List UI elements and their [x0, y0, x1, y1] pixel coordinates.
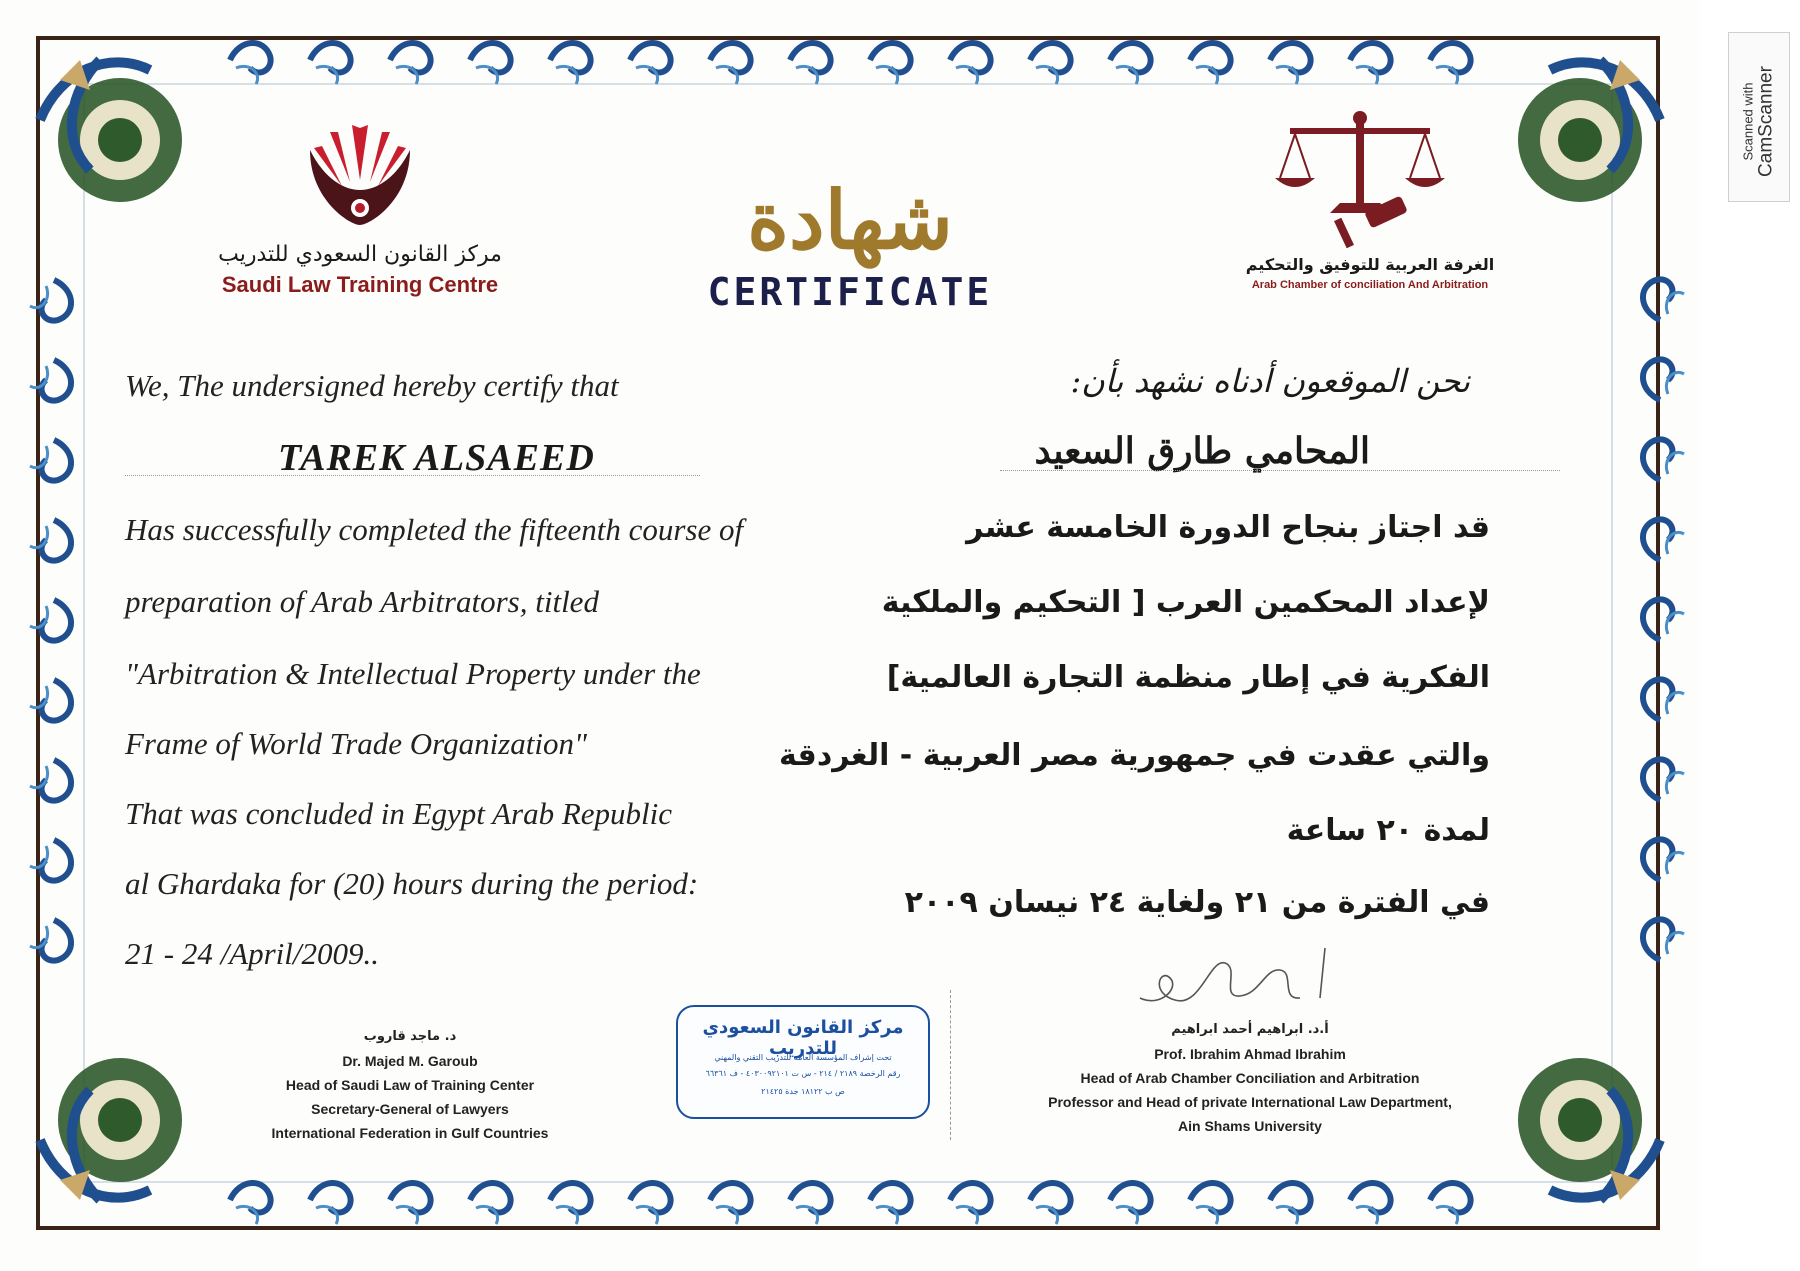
en-body-line-4: "Arbitration & Intellectual Property under the [125, 656, 701, 691]
en-body-line-6: That was concluded in Egypt Arab Republic [125, 796, 673, 831]
official-stamp [676, 1005, 930, 1119]
calligraphy-title-ar [740, 158, 960, 278]
saudi-law-logo [300, 120, 420, 230]
signatory-right-name-ar: أ.د. ابراهيم أحمد ابراهيم [1171, 1022, 1329, 1037]
en-body-line-5: Frame of World Trade Organization" [125, 726, 587, 761]
stamp-line-2: رقم الرخصة ٢١٨٩ / ٢١٤ - س ت ٤٠٣٠٠٩٢١٠١ - ف ٦٦٣٦١ [705, 1069, 901, 1078]
scales-of-justice-logo [1270, 108, 1450, 248]
signatory-right [1010, 1018, 1490, 1138]
signature-divider [950, 990, 951, 1140]
en-period-line: 21 - 24 /April/2009.. [125, 936, 380, 971]
recipient-name-ar: المحامي طارق السعيد [1034, 430, 1370, 472]
signatory-left-role-3: International Federation in Gulf Countries [271, 1125, 549, 1141]
signatory-left-role-2: Secretary-General of Lawyers [311, 1101, 509, 1117]
certificate-title: CERTIFICATE [707, 270, 993, 314]
ar-body-line-3: لإعداد المحكمين العرب [ التحكيم والملكية [881, 585, 1490, 620]
ar-period-line: في الفترة من ٢١ ولغاية ٢٤ نيسان ٢٠٠٩ [904, 885, 1490, 920]
ar-body-line-2: قد اجتاز بنجاح الدورة الخامسة عشر [966, 510, 1490, 545]
right-org-name-en: Arab Chamber of conciliation And Arbitration [1251, 279, 1489, 291]
stamp-line-1: تحت إشراف المؤسسة العامة للتدريب التقني والمهني [714, 1053, 892, 1062]
ar-body-line-5: والتي عقدت في جمهورية مصر العربية - الغردقة [778, 738, 1490, 773]
en-body-line-3: preparation of Arab Arbitrators, titled [125, 584, 599, 619]
signatory-left [240, 1025, 580, 1145]
signatory-right-name-en: Prof. Ibrahim Ahmad Ibrahim [1154, 1046, 1346, 1062]
en-certify-line: We, The undersigned hereby certify that [125, 368, 619, 403]
ar-body-line-4: الفكرية في إطار منظمة التجارة العالمية] [886, 660, 1490, 695]
right-org-name-ar: الغرفة العربية للتوفيق والتحكيم [1245, 255, 1495, 274]
ar-body-line-6: لمدة ٢٠ ساعة [1286, 813, 1490, 848]
name-underline-right [1000, 470, 1560, 471]
left-org-name-en: Saudi Law Training Centre [221, 272, 499, 297]
camscanner-watermark [1728, 32, 1790, 202]
name-underline-left [125, 475, 700, 476]
left-org-name-ar: مركز القانون السعودي للتدريب [218, 242, 502, 267]
recipient-name-en: TAREK ALSAEED [278, 437, 595, 479]
ar-certify-line: نحن الموقعون أدناه نشهد بأن: [1070, 362, 1470, 400]
en-body-line-2: Has successfully completed the fifteenth course of [125, 512, 744, 547]
svg-text:شهادة: شهادة [747, 173, 953, 267]
stamp-title: مركز القانون السعودي للتدريب [702, 1017, 904, 1059]
en-body-line-7: al Ghardaka for (20) hours during the period: [125, 866, 699, 901]
signatory-right-role-2: Professor and Head of private International Law Department, [1048, 1094, 1452, 1110]
signatory-left-name-ar: د. ماجد قاروب [363, 1029, 457, 1044]
signatory-left-role-1: Head of Saudi Law of Training Center [285, 1077, 535, 1093]
handwritten-signature [1130, 938, 1350, 1018]
signatory-left-name-en: Dr. Majed M. Garoub [342, 1053, 478, 1069]
signatory-right-role-3: Ain Shams University [1178, 1118, 1322, 1134]
scanner-line-2: CamScanner [1755, 66, 1777, 177]
stamp-line-3: ص ب ١٨١٢٢ جدة ٢١٤٢٥ [761, 1087, 845, 1096]
scanner-line-1: Scanned with [1740, 82, 1756, 161]
signatory-right-role-1: Head of Arab Chamber Conciliation and Arbitration [1080, 1070, 1420, 1086]
